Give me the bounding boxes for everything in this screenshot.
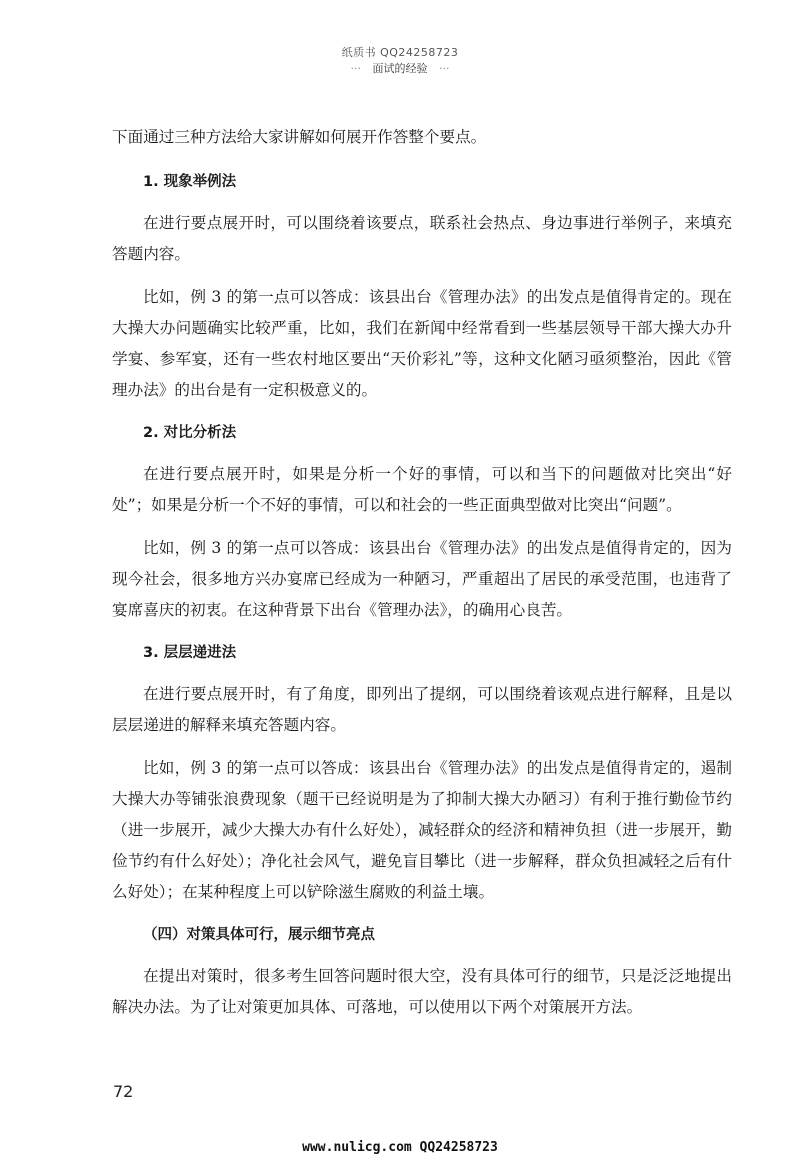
- section-heading-2: 2. 对比分析法: [143, 425, 237, 441]
- paragraph: 在进行要点展开时，有了角度，即列出了提纲，可以围绕着该观点进行解释，且是以层层递进的解释来填充答题内容。: [112, 685, 732, 734]
- page-body: [112, 122, 732, 1035]
- running-head: [0, 60, 800, 76]
- paragraph: 在进行要点展开时，如果是分析一个好的事情，可以和当下的问题做对比突出“好处”；如果是分析一个不好的事情，可以和社会的一些正面典型做对比突出“问题”。: [112, 465, 732, 514]
- paragraph: 比如，例 3 的第一点可以答成：该县出台《管理办法》的出发点是值得肯定的。现在大操大办问题确实比较严重，比如，我们在新闻中经常看到一些基层领导干部大操大办升学宴、参军宴，还有一些农村地区要出“天价彩礼”等，这种文化陋习亟须整治，因此《管理办法》的出台是有一定积极意义的。: [112, 288, 732, 399]
- section-heading-4: （四）对策具体可行，展示细节亮点: [143, 927, 375, 943]
- section-heading-1: 1. 现象举例法: [143, 174, 237, 190]
- header-watermark: 纸质书 QQ24258723: [341, 46, 459, 59]
- paragraph: 在进行要点展开时，可以围绕着该要点，联系社会热点、身边事进行举例子，来填充答题内容。: [112, 214, 732, 263]
- page-number: 72: [113, 1082, 134, 1101]
- running-head-dots-right: ···: [439, 62, 450, 75]
- paragraph: 在提出对策时，很多考生回答问题时很大空，没有具体可行的细节，只是泛泛地提出解决办法。为了让对策更加具体、可落地，可以使用以下两个对策展开方法。: [112, 967, 732, 1016]
- paragraph: 比如，例 3 的第一点可以答成：该县出台《管理办法》的出发点是值得肯定的，因为现今社会，很多地方兴办宴席已经成为一种陋习，严重超出了居民的承受范围，也违背了宴席喜庆的初衷。在这种背景下出台《管理办法》，的确用心良苦。: [112, 539, 732, 619]
- paragraph: 比如，例 3 的第一点可以答成：该县出台《管理办法》的出发点是值得肯定的，遏制大操大办等铺张浪费现象（题干已经说明是为了抑制大操大办陋习）有利于推行勤俭节约（进一步展开，减少大操大办有什么好处），减轻群众的经济和精神负担（进一步展开，勤俭节约有什么好处）；净化社会风气，避免盲目攀比（进一步解释，群众负担减轻之后有什么好处）；在某种程度上可以铲除滋生腐败的利益土壤。: [112, 759, 732, 901]
- footer-watermark: www.nulicg.com QQ24258723: [302, 1140, 498, 1155]
- running-head-dots-left: ···: [350, 62, 361, 75]
- intro-paragraph: 下面通过三种方法给大家讲解如何展开作答整个要点。: [112, 128, 487, 146]
- running-head-title: 面试的经验: [372, 62, 428, 75]
- section-heading-3: 3. 层层递进法: [143, 645, 237, 661]
